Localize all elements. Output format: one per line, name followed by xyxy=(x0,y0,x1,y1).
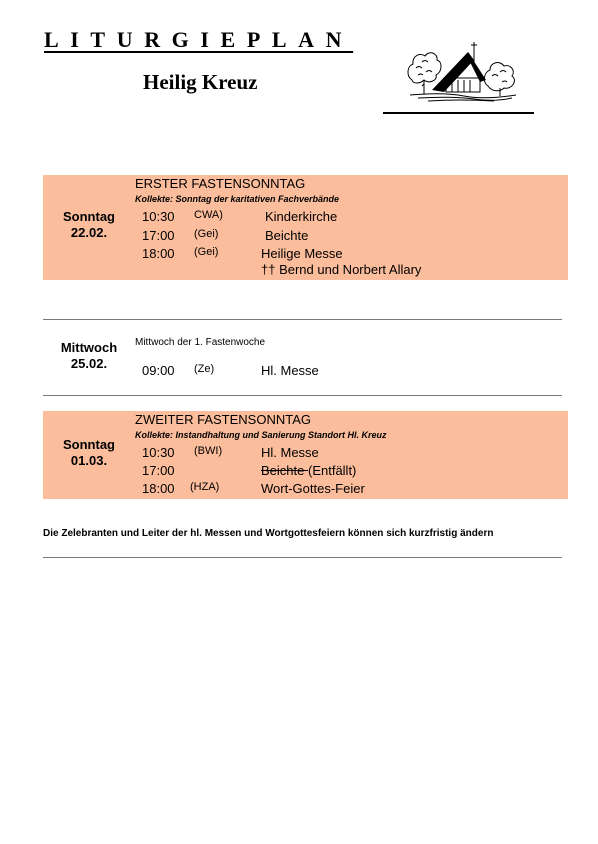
week1-day-name: Sonntag xyxy=(63,209,115,224)
week3-day xyxy=(48,437,130,469)
week2-row1-event: Hl. Messe xyxy=(261,363,319,378)
logo-underline xyxy=(383,112,534,114)
week3-row3-time: 18:00 xyxy=(142,481,175,496)
week2-date: 25.02. xyxy=(70,356,108,371)
week1-row1-event: Kinderkirche xyxy=(265,209,338,224)
week1-row2-time: 17:00 xyxy=(142,228,175,243)
week1-row3-time: 18:00 xyxy=(142,246,175,261)
week1-date: 22.02. xyxy=(70,225,108,240)
footer-rule xyxy=(43,557,562,558)
week2-header: Mittwoch der 1. Fastenwoche xyxy=(135,337,266,348)
week3-row2-extra: (Entfällt) xyxy=(307,463,357,478)
week1-row3-code: (Gei) xyxy=(194,246,219,258)
week3-day-name: Sonntag xyxy=(63,437,115,452)
church-drawing-icon xyxy=(404,40,520,104)
week3-row1-time: 10:30 xyxy=(142,445,175,460)
week1-day xyxy=(48,209,130,241)
week3-row1-event: Hl. Messe xyxy=(261,445,319,460)
week3-row2-time: 17:00 xyxy=(142,463,175,478)
week1-header: ERSTER FASTENSONNTAG xyxy=(135,176,306,191)
week2-day-name: Mittwoch xyxy=(60,340,118,355)
week1-row3-note: †† Bernd und Norbert Allary xyxy=(261,262,422,277)
week1-row2-code: (Gei) xyxy=(194,228,219,240)
week2-row1-code: (Ze) xyxy=(194,363,215,375)
week1-row3-event: Heilige Messe xyxy=(261,246,343,261)
week3-row2-struck: Beichte xyxy=(261,463,308,478)
week2-top-rule xyxy=(43,319,562,320)
week3-kollekte: Kollekte: Instandhaltung und Sanierung Standort Hl. Kreuz xyxy=(135,430,387,440)
footer-note: Die Zelebranten und Leiter der hl. Messen und Wortgottesfeiern können sich kurzfristig ändern xyxy=(43,528,494,539)
page-title: LITURGIEPLAN xyxy=(44,27,354,52)
week3-row2-event xyxy=(261,463,356,478)
week3-header: ZWEITER FASTENSONNTAG xyxy=(135,412,311,427)
week3-date: 01.03. xyxy=(70,453,108,468)
week3-row3-code: (HZA) xyxy=(190,481,220,493)
week3-row1-code: (BWI) xyxy=(194,445,223,457)
week3-row3-event: Wort-Gottes-Feier xyxy=(261,481,365,496)
week2-bottom-rule xyxy=(43,395,562,396)
week1-row1-time: 10:30 xyxy=(142,209,175,224)
week2-row1-time: 09:00 xyxy=(142,363,175,378)
week1-row1-code: CWA) xyxy=(194,209,223,221)
parish-name: Heilig Kreuz xyxy=(143,70,258,94)
week1-kollekte: Kollekte: Sonntag der karitativen Fachverbände xyxy=(135,194,340,204)
week2-day xyxy=(48,340,130,372)
week1-row2-event: Beichte xyxy=(265,228,309,243)
